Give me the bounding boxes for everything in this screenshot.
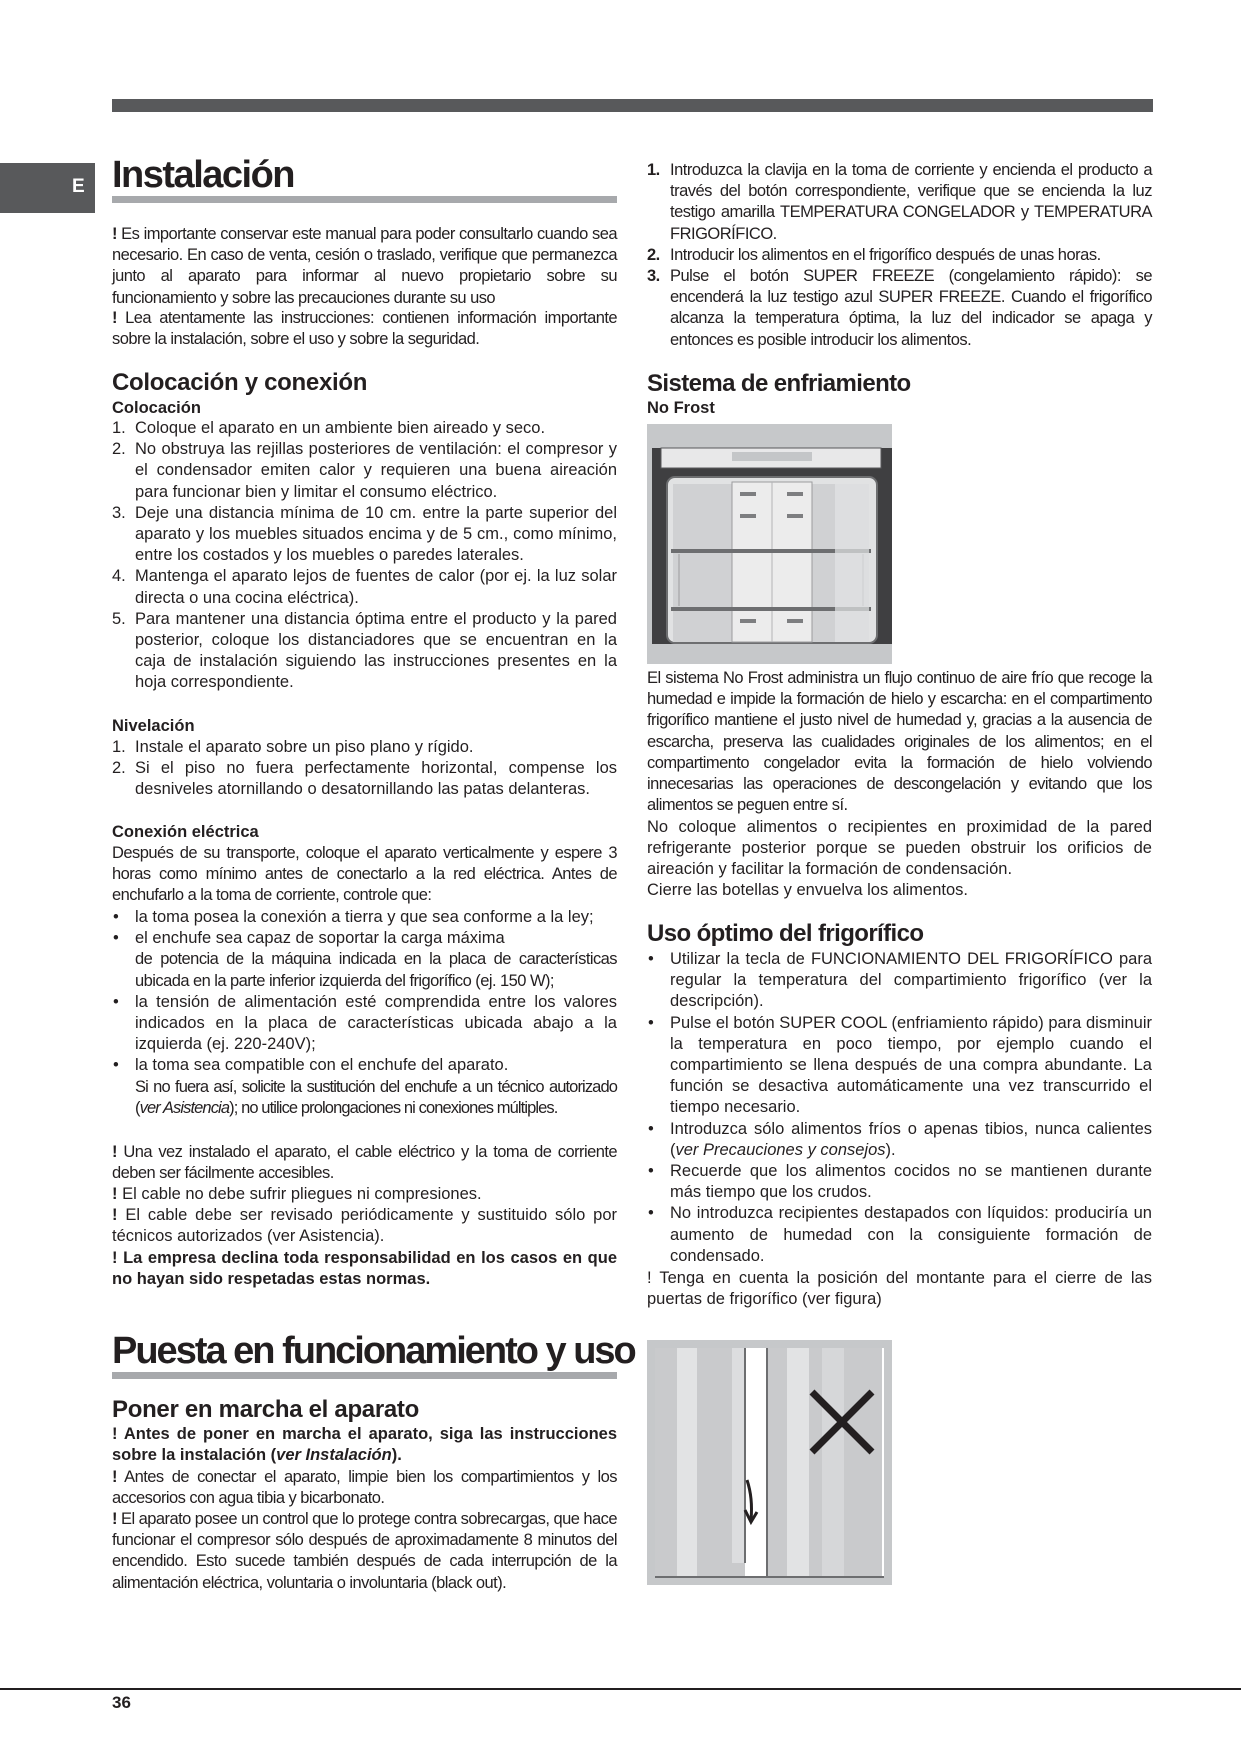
nofrost-figure xyxy=(647,424,892,664)
placement-connection-title: Colocación y conexión xyxy=(112,369,368,396)
top-bar xyxy=(112,99,1153,112)
language-tab xyxy=(0,163,95,213)
list-item: • No introduzca recipientes destapados con líquidos: produciría un aumento de humedad con la consiguiente formación de condensado. xyxy=(647,1203,1152,1267)
intro-paragraph-1: ! Es importante conservar este manual para poder consultarlo cuando sea necesario. En caso de venta, cesión o traslado, verifique que permanezca junto al aparato para informar al nuevo propietario sobre su funcionamiento y sobre las precauciones durante su uso xyxy=(112,225,617,307)
list-item: • Introduzca sólo alimentos fríos o apenas tibios, nunca calientes (ver Precauciones y consejos). xyxy=(647,1119,1152,1161)
list-item-note: Si no fuera así, solicite la sustitución del enchufe a un técnico autorizado (ver Asistencia); no utilice prolongaciones ni conexiones múltiples. xyxy=(135,1077,617,1117)
start-subtitle: Poner en marcha el aparato xyxy=(112,1396,419,1423)
door-mullion-illustration xyxy=(647,1340,892,1585)
placement-list xyxy=(112,418,617,694)
electrical-subtitle: Conexión eléctrica xyxy=(112,823,259,841)
start-steps xyxy=(647,160,1152,351)
door-figure xyxy=(647,1340,892,1585)
title-underline xyxy=(112,196,617,203)
list-item-continuation: de potencia de la máquina indicada en la placa de características ubicada en la parte inferior izquierda del frigorífico (ej. 150 W); xyxy=(135,950,617,990)
nofrost-subtitle: No Frost xyxy=(647,399,715,417)
list-item: • la toma sea compatible con el enchufe del aparato. xyxy=(112,1055,617,1076)
list-item: 1. Instale el aparato sobre un piso plano y rígido. xyxy=(112,738,474,756)
list-item: 2. No obstruya las rejillas posteriores de ventilación: el compresor y el condensador emiten calor y requieren una buena aireación para funcionar bien y limitar el consumo eléctrico. xyxy=(112,440,617,501)
start-bold-note: ! Antes de poner en marcha el aparato, siga las instrucciones sobre la instalación (ver Instalación). xyxy=(112,1425,617,1465)
start-paragraph-2: ! El aparato posee un control que lo protege contra sobrecargas, que hace funcionar el compresor sólo después de aproximadamente 8 minutos del encendido. Esto sucede también después de cada interrupción de la alimentación eléctrica, voluntaria o involuntaria (black out). xyxy=(112,1510,617,1592)
list-item: • la toma posea la conexión a tierra y que sea conforme a la ley; xyxy=(112,907,617,928)
list-item: • el enchufe sea capaz de soportar la carga máxima xyxy=(112,928,617,949)
optimal-use-bullets xyxy=(647,949,1152,1267)
list-item: 1. Coloque el aparato en un ambiente bien aireado y seco. xyxy=(112,419,546,437)
list-item: 3. Deje una distancia mínima de 10 cm. entre la parte superior del aparato y los muebles situados encima y de 5 cm., como mínimo, entre los costados y los muebles o paredes laterales. xyxy=(112,503,617,565)
list-item: 2. Introducir los alimentos en el frigorífico después de unas horas. xyxy=(647,245,1101,264)
language-tab-label: E xyxy=(72,176,85,197)
warning-bold: ! La empresa declina toda responsabilidad en los casos en que no hayan sido respetadas estas normas. xyxy=(112,1249,617,1289)
title-underline xyxy=(112,1372,617,1379)
footer-rule xyxy=(0,1688,1241,1690)
leveling-list xyxy=(112,737,617,801)
door-note: ! Tenga en cuenta la posición del montante para el cierre de las puertas de frigorífico (ver figura) xyxy=(647,1269,1152,1309)
page-number: 36 xyxy=(112,1693,131,1712)
fridge-interior-illustration xyxy=(647,424,892,664)
installation-title: Instalación xyxy=(112,154,294,196)
nofrost-text-1: El sistema No Frost administra un flujo continuo de aire frío que recoge la humedad e impide la formación de hielo y escarcha: en el compartimento frigorífico mantiene el justo nivel de humedad y, gracias a la ausencia de escarcha, preserva las cualidades originales de los alimentos; en el compartimento congelador evita la formación de hielo volviendo innecesarias las operaciones de descongelación y evitando que los alimentos se peguen entre sí. xyxy=(647,669,1152,815)
list-item: 3. Pulse el botón SUPER FREEZE (congelamiento rápido): se encenderá la luz testigo azul SUPER FREEZE. Cuando el frigorífico alcanza la temperatura óptima, la luz del indicador se apaga y entonces es posible introducir los alimentos. xyxy=(647,267,1152,349)
electrical-bullets xyxy=(112,907,617,1119)
list-item: • Recuerde que los alimentos cocidos no se mantienen durante más tiempo que los crudos. xyxy=(647,1161,1152,1203)
start-paragraph-1: ! Antes de conectar el aparato, limpie bien los compartimientos y los accesorios con agua tibia y bicarbonato. xyxy=(112,1468,617,1508)
list-item: • la tensión de alimentación esté comprendida entre los valores indicados en la placa de características ubicada abajo a la izquierda (ej. 220-240V); xyxy=(112,992,617,1056)
nofrost-text-3: Cierre las botellas y envuelva los alimentos. xyxy=(647,881,968,899)
list-item: 5. Para mantener una distancia óptima entre el producto y la pared posterior, coloque los distanciadores que se encuentran en la caja de instalación siguiendo las instrucciones presentes en la hoja correspondiente. xyxy=(112,609,617,692)
cooling-title: Sistema de enfriamiento xyxy=(647,370,911,397)
warning-2: ! El cable no debe sufrir pliegues ni compresiones. xyxy=(112,1185,482,1203)
warning-1: ! Una vez instalado el aparato, el cable eléctrico y la toma de corriente deben ser fácilmente accesibles. xyxy=(112,1143,617,1183)
electrical-intro: Después de su transporte, coloque el aparato verticalmente y espere 3 horas como mínimo antes de conectarlo a la red eléctrica. Antes de enchufarlo a la toma de corriente, controle que: xyxy=(112,844,617,905)
placement-subtitle: Colocación xyxy=(112,399,201,417)
list-item: • Pulse el botón SUPER COOL (enfriamiento rápido) para disminuir la temperatura en poco tiempo, por ejemplo cuando el compartimiento se llena después de una compra abundante. La función se desactiva automáticamente una vez transcurrido el tiempo necesario. xyxy=(647,1013,1152,1119)
list-item: 4. Mantenga el aparato lejos de fuentes de calor (por ej. la luz solar directa o una cocina eléctrica). xyxy=(112,567,617,607)
nofrost-text-2: No coloque alimentos o recipientes en proximidad de la pared refrigerante posterior porque se pueden obstruir los orificios de aireación y facilitar la formación de condensación. xyxy=(647,818,1152,879)
startup-title: Puesta en funcionamiento y uso xyxy=(112,1330,635,1372)
leveling-subtitle: Nivelación xyxy=(112,717,195,735)
intro-paragraph-2: ! Lea atentamente las instrucciones: contienen información importante sobre la instalación, sobre el uso y sobre la seguridad. xyxy=(112,309,617,349)
list-item: 1. Introduzca la clavija en la toma de corriente y encienda el producto a través del botón correspondiente, verifique que se encienda la luz testigo amarilla TEMPERATURA CONGELADOR y TEMPERATURA FRIGORÍFICO. xyxy=(647,161,1152,243)
optimal-use-title: Uso óptimo del frigorífico xyxy=(647,920,924,947)
list-item: • Utilizar la tecla de FUNCIONAMIENTO DEL FRIGORÍFICO para regular la temperatura del compartimiento frigorífico (ver la descripción). xyxy=(647,949,1152,1013)
list-item: 2. Si el piso no fuera perfectamente horizontal, compense los desniveles atornillando o desatornillando las patas delanteras. xyxy=(112,759,617,799)
warning-3: ! El cable debe ser revisado periódicamente y sustituido sólo por técnicos autorizados (ver Asistencia). xyxy=(112,1206,617,1246)
